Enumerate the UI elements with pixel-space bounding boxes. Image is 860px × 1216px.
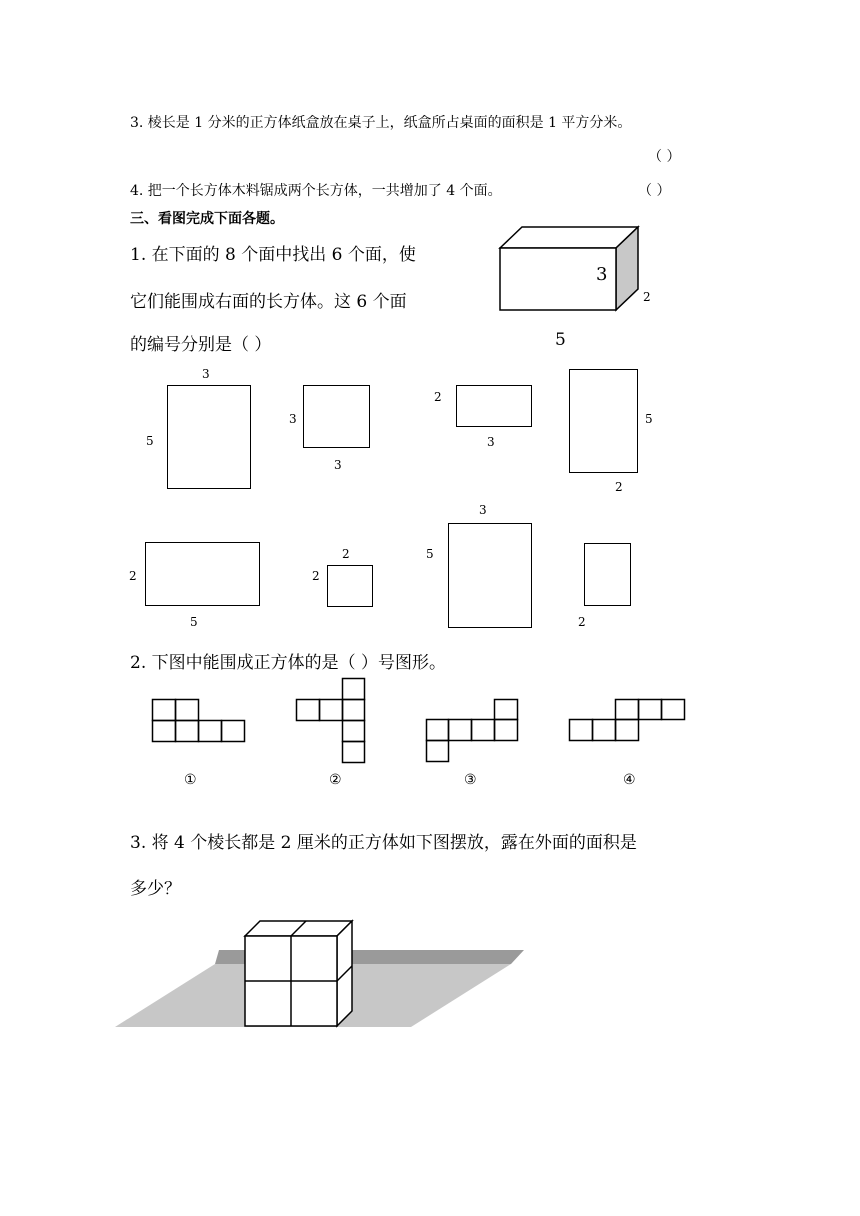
judge-q4-answer-paren: （ ）: [638, 183, 671, 199]
section-heading: 三、看图完成下面各题。: [130, 211, 284, 227]
face-2-bottom-label: 3: [334, 458, 342, 472]
face-1: [167, 385, 251, 489]
face-4-right-label: 5: [645, 412, 653, 426]
face-7-left-label: 5: [426, 547, 434, 561]
face-3-bottom-label: 3: [487, 435, 495, 449]
net-4: [569, 699, 685, 742]
stacked-cubes-figure: [115, 916, 527, 1028]
face-5-bottom-label: 5: [190, 615, 198, 629]
face-1-left-label: 5: [146, 434, 154, 448]
face-7-top-label: 3: [479, 503, 487, 517]
face-1-top-label: 3: [202, 367, 210, 381]
net-4-label: ④: [623, 772, 636, 788]
q1-line2: 它们能围成右面的长方体。这 6 个面: [130, 292, 407, 312]
net-3: [426, 699, 518, 762]
net-1: [152, 699, 245, 742]
face-3: [456, 385, 532, 427]
judge-q4-text: 4. 把一个长方体木料锯成两个长方体，一共增加了 4 个面。: [130, 183, 502, 199]
net-3-label: ③: [464, 772, 477, 788]
net-2-label: ②: [329, 772, 342, 788]
cuboid-diagram: [490, 220, 660, 320]
face-8: [584, 543, 631, 606]
face-7: [448, 523, 532, 628]
q1-line1: 1. 在下面的 8 个面中找出 6 个面，使: [130, 245, 416, 265]
face-3-left-label: 2: [434, 390, 442, 404]
q3-line1: 3. 将 4 个棱长都是 2 厘米的正方体如下图摆放，露在外面的面积是: [130, 833, 637, 853]
face-6-top-label: 2: [342, 547, 350, 561]
cuboid-front-label: 3: [596, 264, 608, 285]
q1-line3: 的编号分别是（ ）: [130, 335, 272, 355]
face-8-bottom-label: 2: [578, 615, 586, 629]
face-5-left-label: 2: [129, 569, 137, 583]
face-4-bottom-label: 2: [615, 480, 623, 494]
face-4: [569, 369, 638, 473]
face-6-left-label: 2: [312, 569, 320, 583]
face-6: [327, 565, 373, 607]
net-2: [296, 678, 365, 763]
cuboid-depth-label: 2: [643, 290, 651, 304]
face-5: [145, 542, 260, 606]
judge-q3-text: 3. 棱长是 1 分米的正方体纸盒放在桌子上，纸盒所占桌面的面积是 1 平方分米。: [130, 115, 632, 131]
cuboid-width-label: 5: [555, 330, 566, 350]
judge-q3-answer-paren: （ ）: [648, 149, 681, 165]
net-1-label: ①: [184, 772, 197, 788]
q2-text: 2. 下图中能围成正方体的是（ ）号图形。: [130, 653, 447, 673]
face-2-left-label: 3: [289, 412, 297, 426]
face-2: [303, 385, 370, 448]
q3-line2: 多少？: [130, 879, 181, 899]
